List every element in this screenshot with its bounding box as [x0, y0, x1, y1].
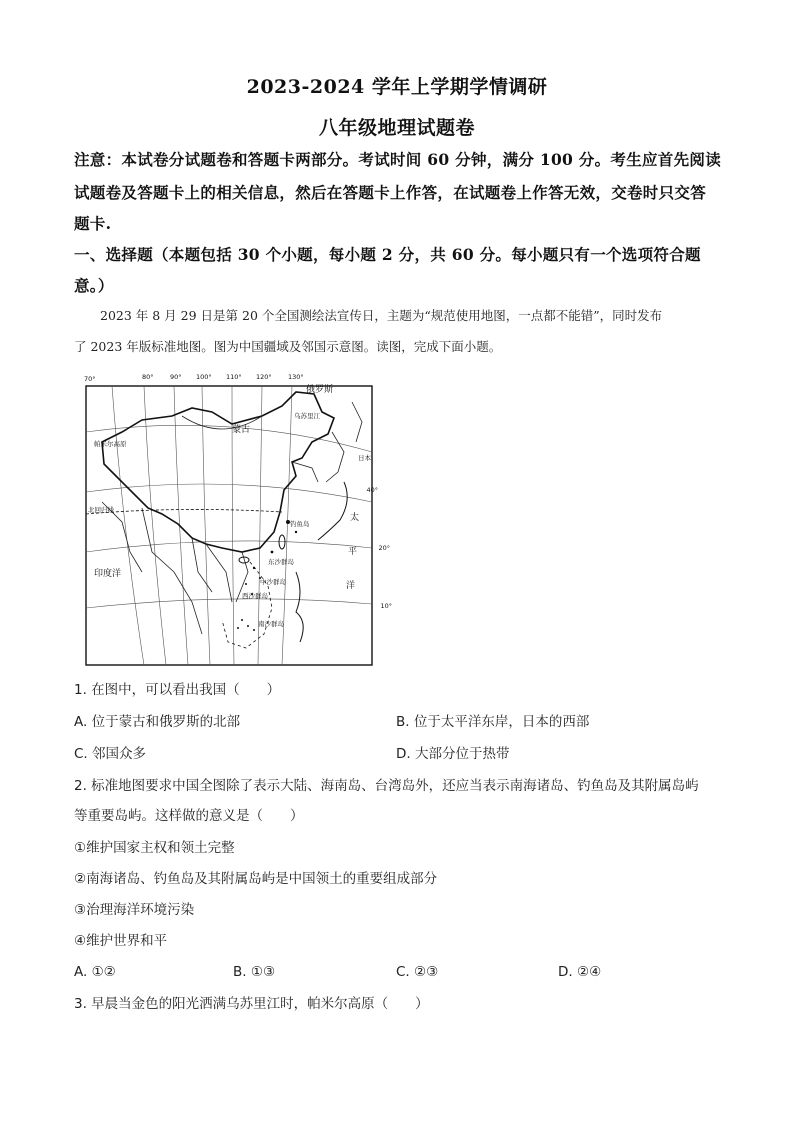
- label-zhongsha: 中沙群岛: [260, 578, 286, 586]
- label-tropic: 北回归线: [88, 506, 114, 514]
- label-wusuli: 乌苏里江: [294, 412, 320, 420]
- q1-option-a: A. 位于蒙古和俄罗斯的北部: [74, 714, 241, 730]
- notice-line-2: 试题卷及答题卡上的相关信息，然后在答题卡上作答，在试题卷上作答无效，交卷时只交答: [74, 183, 707, 202]
- label-pamir: 帕米尔高原: [94, 440, 127, 448]
- label-xisha: 西沙群岛: [242, 592, 268, 600]
- exam-title: 2023-2024 学年上学期学情调研: [246, 76, 548, 98]
- q2-option-a: A. ①②: [74, 964, 116, 980]
- label-dongsha: 东沙群岛: [268, 558, 294, 566]
- lat-label-10: 10°: [380, 602, 392, 610]
- q2-option-d: D. ②④: [558, 964, 602, 980]
- label-pacific-2: 平: [348, 547, 358, 557]
- q2-option-b: B. ①③: [233, 964, 276, 980]
- lon-label-110: 110°: [226, 373, 242, 381]
- intro-line-1: 2023 年 8 月 29 日是第 20 个全国测绘法宣传日，主题为“规范使用地图，一点都不能错”，同时发布: [100, 308, 663, 323]
- map-svg: [82, 372, 392, 668]
- q2-statement-4: ④维护世界和平: [74, 933, 168, 949]
- notice-line-1: 注意：本试卷分试题卷和答题卡两部分。考试时间 60 分钟，满分 100 分。考生应首先阅读: [74, 150, 722, 169]
- lon-label-120: 120°: [256, 373, 272, 381]
- lon-label-80: 80°: [142, 373, 154, 381]
- q2-stem-line-1: 2. 标准地图要求中国全图除了表示大陆、海南岛、台湾岛外，还应当表示南海诸岛、钓鱼岛及其附属岛屿: [74, 778, 699, 794]
- label-indian-ocean: 印度洋: [94, 569, 122, 579]
- lon-label-70: 70°: [84, 375, 96, 383]
- q1-option-d: D. 大部分位于热带: [396, 746, 510, 762]
- lat-label-40: 40°: [366, 486, 378, 494]
- q2-statement-1: ①维护国家主权和领土完整: [74, 840, 235, 856]
- lon-label-100: 100°: [196, 373, 212, 381]
- q2-stem-line-2: 等重要岛屿。这样做的意义是（ ）: [74, 808, 304, 824]
- china-territory-map: [82, 372, 392, 668]
- q2-statement-3: ③治理海洋环境污染: [74, 902, 195, 918]
- q1-option-b: B. 位于太平洋东岸，日本的西部: [396, 714, 590, 730]
- label-diaoyu: 钓鱼岛: [290, 520, 310, 528]
- label-nansha: 南沙群岛: [258, 620, 284, 628]
- q1-stem: 1. 在图中，可以看出我国（ ）: [74, 682, 281, 698]
- q2-statement-2: ②南海诸岛、钓鱼岛及其附属岛屿是中国领土的重要组成部分: [74, 871, 438, 887]
- notice-line-3: 题卡.: [74, 214, 112, 233]
- section-heading-line-1: 一、选择题（本题包括 30 个小题，每小题 2 分，共 60 分。每小题只有一个选项符合题: [74, 245, 701, 264]
- lat-label-20: 20°: [378, 544, 390, 552]
- exam-subtitle: 八年级地理试题卷: [318, 117, 475, 139]
- q3-stem: 3. 早晨当金色的阳光洒满乌苏里江时，帕米尔高原（ ）: [74, 996, 429, 1012]
- section-heading-line-2: 意。）: [74, 276, 114, 295]
- q1-option-c: C. 邻国众多: [74, 746, 147, 762]
- label-mongolia: 蒙古: [232, 425, 251, 435]
- lon-label-130: 130°: [288, 373, 304, 381]
- intro-line-2: 了 2023 年版标准地图。图为中国疆域及邻国示意图。读图，完成下面小题。: [74, 339, 502, 354]
- q2-option-c: C. ②③: [396, 964, 439, 980]
- label-pacific-1: 太: [350, 513, 360, 523]
- label-pacific-3: 洋: [346, 581, 356, 591]
- lon-label-90: 90°: [170, 373, 182, 381]
- label-japan: 日本: [358, 454, 371, 462]
- label-russia: 俄罗斯: [306, 385, 334, 395]
